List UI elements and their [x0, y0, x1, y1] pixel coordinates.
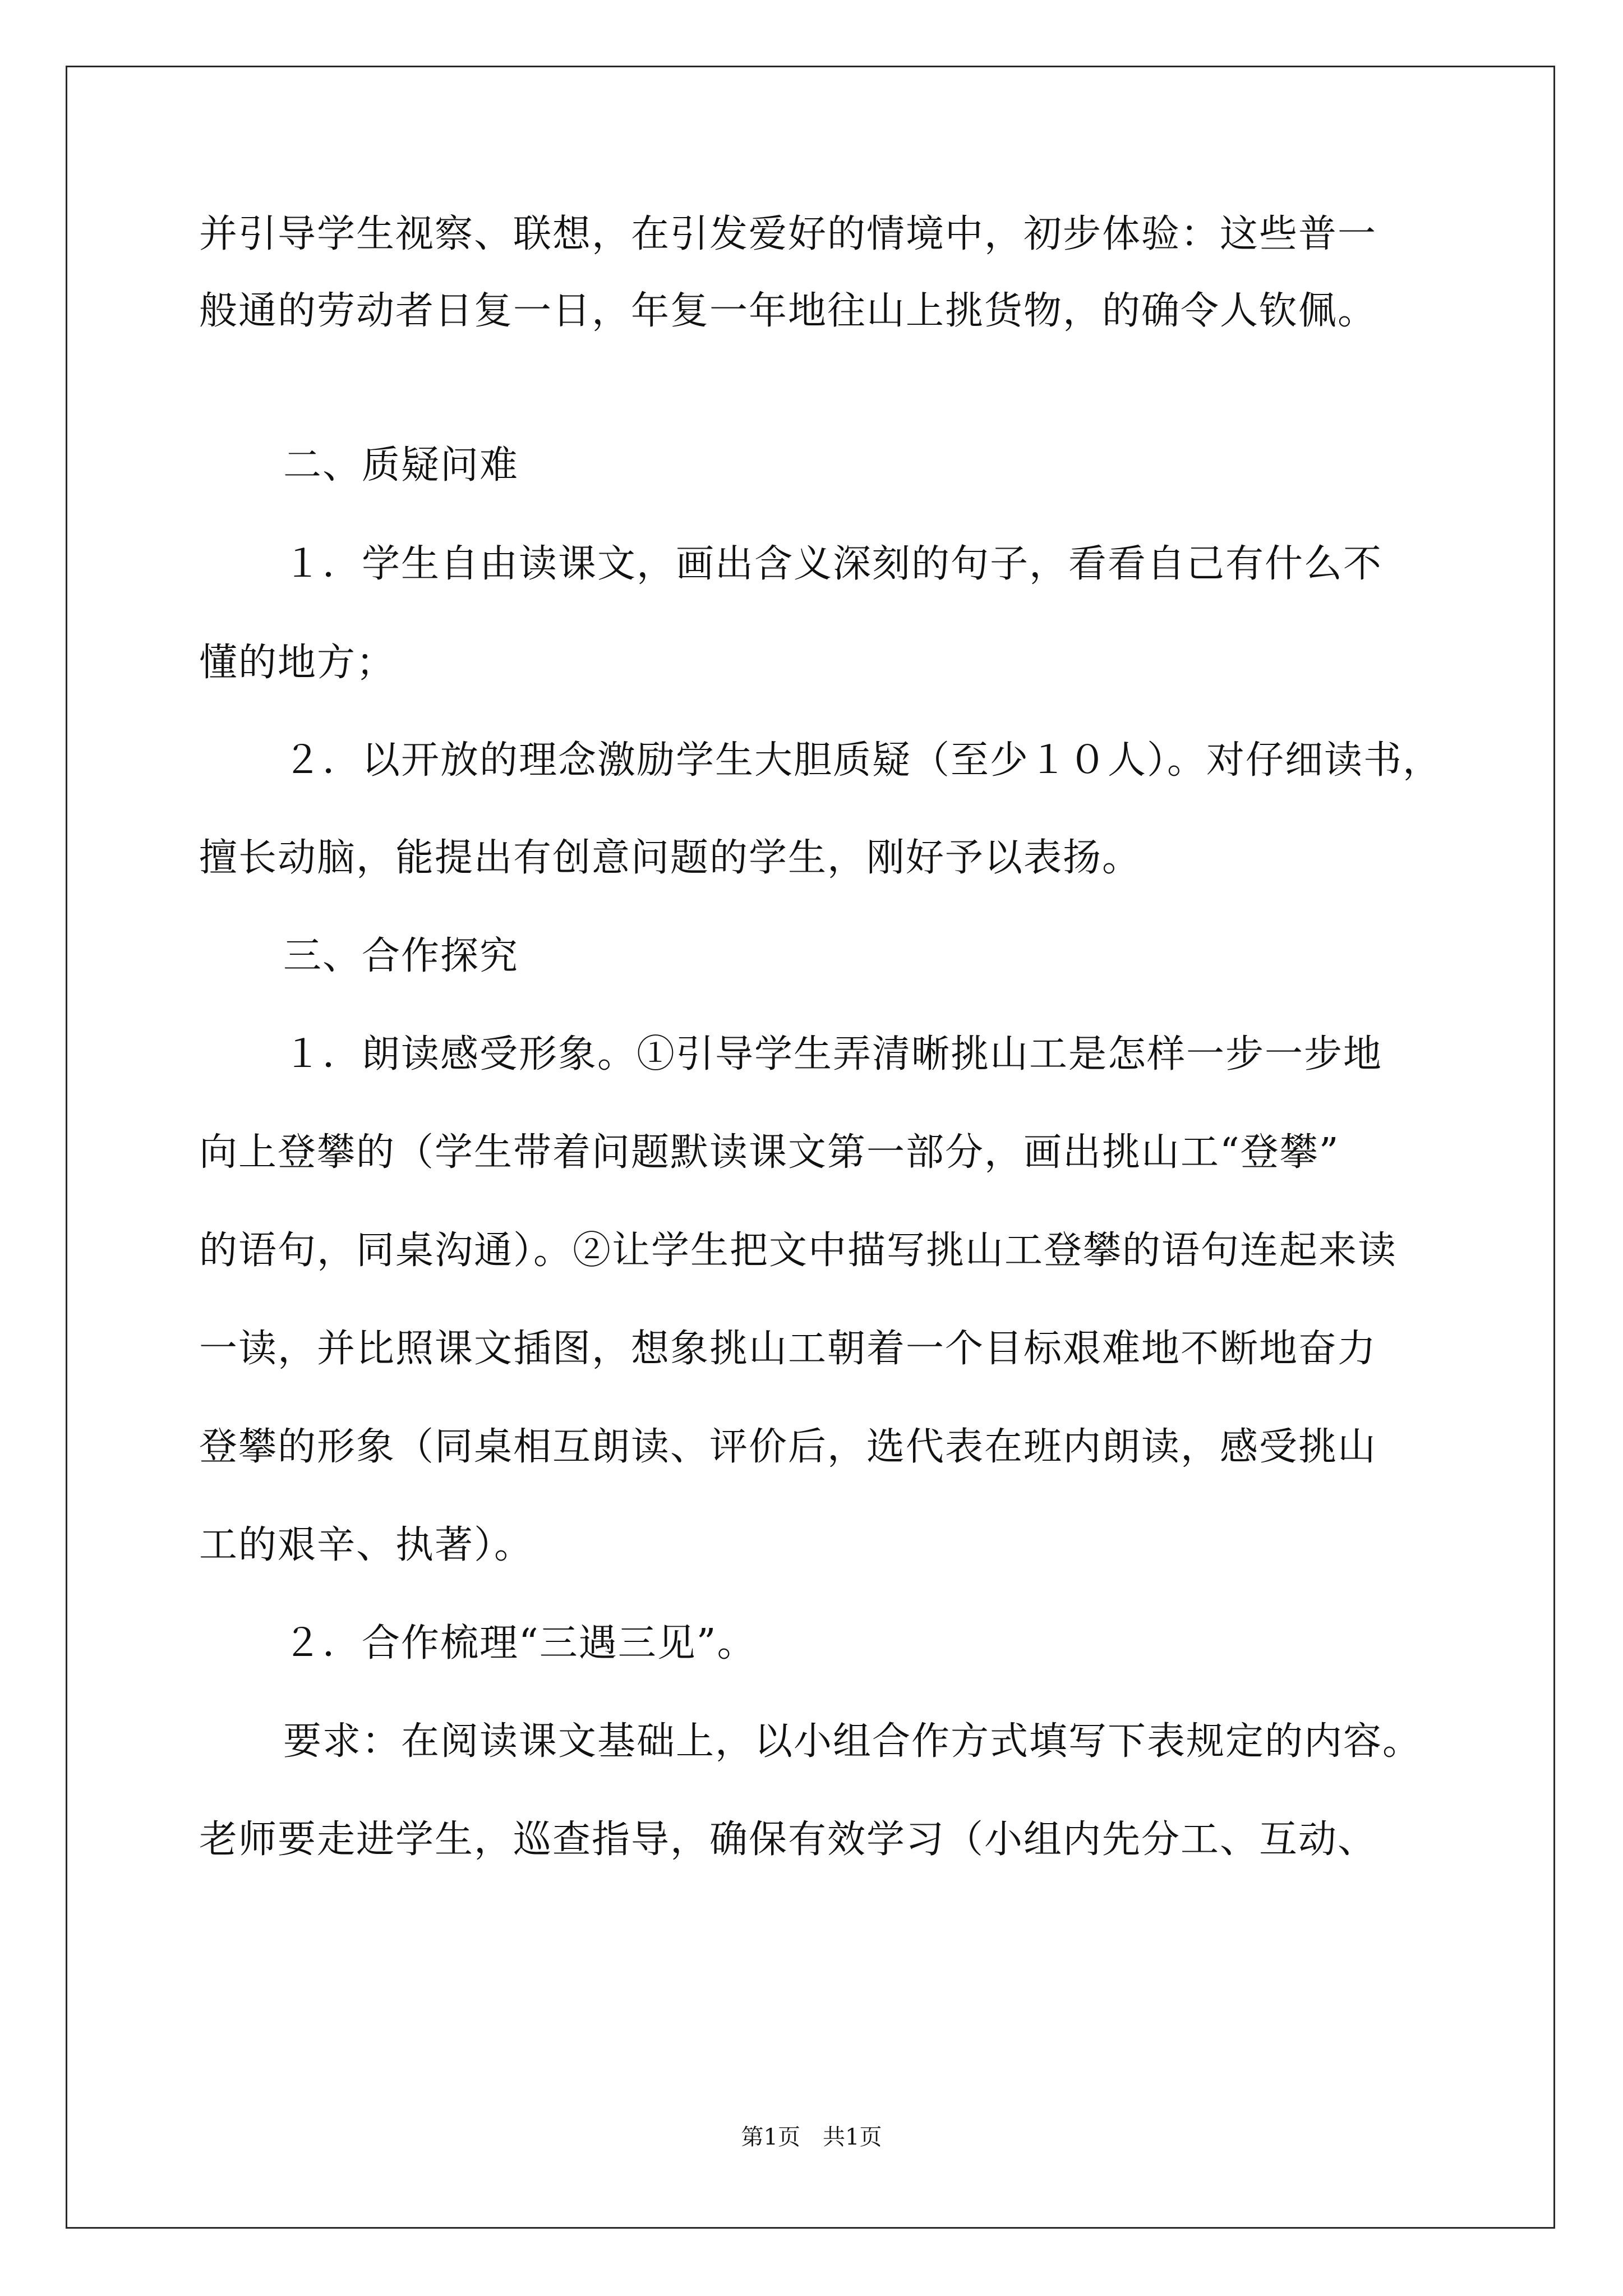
text-line: 老师要走进学生，巡查指导，确保有效学习（小组内先分工、互动、: [199, 1818, 1377, 1862]
text-line: 般通的劳动者日复一日，年复一年地往山上挑货物，的确令人钦佩。: [199, 289, 1377, 333]
text-line: １．朗读感受形象。①引导学生弄清晰挑山工是怎样一步一步地: [283, 1032, 1383, 1076]
text-line: 要求：在阅读课文基础上，以小组合作方式填写下表规定的内容。: [283, 1719, 1422, 1764]
text-line: 工的艰辛、执著）。: [199, 1523, 534, 1567]
section-heading: 三、合作探究: [283, 934, 519, 978]
text-line: 一读，并比照课文插图，想象挑山工朝着一个目标艰难地不断地奋力: [199, 1327, 1377, 1371]
text-line: 擅长动脑，能提出有创意问题的学生，刚好予以表扬。: [199, 836, 1142, 880]
page-number-footer: 第1页 共1页: [741, 2124, 882, 2150]
text-line: 登攀的形象（同桌相互朗读、评价后，选代表在班内朗读，感受挑山: [199, 1425, 1377, 1469]
section-heading: 二、质疑问难: [283, 443, 519, 487]
text-line: ２．以开放的理念激励学生大胆质疑（至少１０人）。对仔细读书，: [283, 738, 1442, 783]
text-line: 并引导学生视察、联想，在引发爱好的情境中，初步体验：这些普一: [199, 212, 1377, 256]
text-line: ２．合作梳理“三遇三见”。: [283, 1621, 757, 1665]
text-line: 的语句，同桌沟通）。②让学生把文中描写挑山工登攀的语句连起来读: [199, 1228, 1398, 1273]
text-line: １．学生自由读课文，画出含义深刻的句子，看看自己有什么不: [283, 542, 1383, 586]
text-line: 向上登攀的（学生带着问题默读课文第一部分，画出挑山工“登攀”: [199, 1130, 1340, 1175]
text-line: 懂的地方；: [199, 641, 396, 685]
